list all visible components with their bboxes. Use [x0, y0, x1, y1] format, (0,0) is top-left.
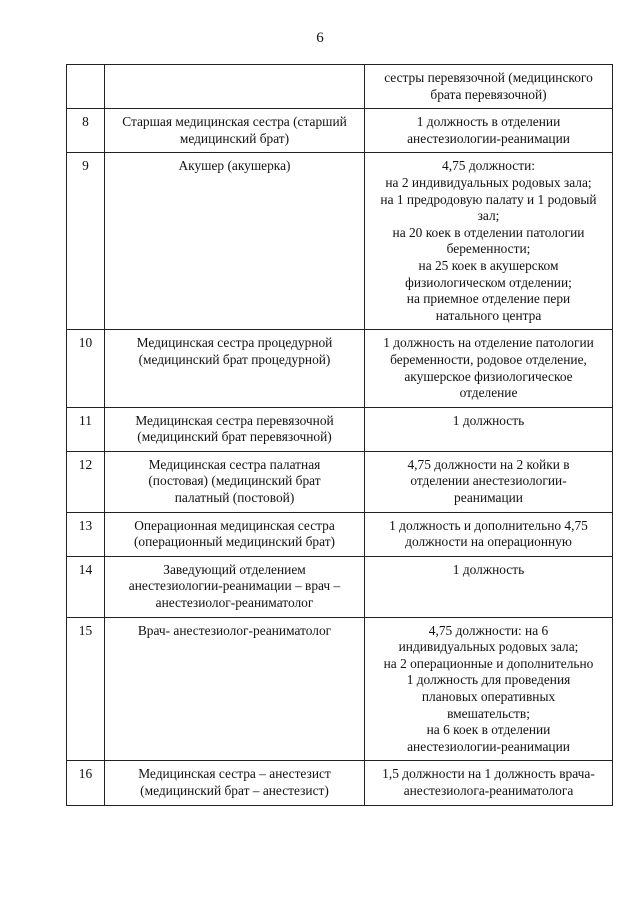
norm-text-line: беременности;	[446, 241, 531, 257]
norm-text-line: на 20 коек в отделении патологии	[392, 224, 585, 240]
table-row	[67, 65, 613, 109]
norm-text-line: акушерское физиологическое	[404, 368, 573, 384]
norm-text-line: 1 должность	[452, 561, 525, 577]
norm-text-line: должности на операционную	[405, 534, 572, 550]
norm-text-line: реанимации	[454, 490, 523, 506]
table-row	[67, 617, 613, 761]
norm-text-line: на 6 коек в отделении	[426, 722, 551, 738]
position-cell	[105, 407, 365, 451]
position-text-line: Медицинская сестра – анестезист	[138, 766, 331, 782]
norm-text-line: анестезиологии-реанимации	[407, 738, 570, 754]
norm-text-line: 4,75 должности на 2 койки в	[407, 456, 570, 472]
row-number: 15	[67, 617, 105, 761]
position-cell	[105, 556, 365, 617]
position-text-line: анестезиологии-реанимации – врач –	[128, 578, 341, 594]
norm-text-line: на 2 индивидуальных родовых зала;	[385, 174, 592, 190]
row-number: 11	[67, 407, 105, 451]
position-text-line: палатный (постовой)	[174, 490, 295, 506]
norm-text-line: 1,5 должности на 1 должность врача-	[382, 766, 595, 782]
norm-text-line: беременности, родовое отделение,	[390, 351, 587, 367]
norm-text-line: индивидуальных родовых зала;	[398, 639, 579, 655]
staffing-norm-cell	[365, 556, 613, 617]
norm-text-line: на 1 предродовую палату и 1 родовый	[380, 191, 597, 207]
position-cell	[105, 451, 365, 512]
position-cell	[105, 761, 365, 805]
staffing-norm-cell	[365, 451, 613, 512]
staffing-norm-cell	[365, 153, 613, 330]
row-number: 14	[67, 556, 105, 617]
position-text-line: Операционная медицинская сестра	[134, 517, 335, 533]
table-row	[67, 556, 613, 617]
table-row	[67, 330, 613, 407]
norm-text-line: 4,75 должности:	[442, 158, 535, 174]
table-row	[67, 407, 613, 451]
staffing-norm-cell	[365, 761, 613, 805]
position-text-line: Медицинская сестра процедурной	[136, 335, 333, 351]
position-text-line: Медицинская сестра перевязочной	[135, 412, 334, 428]
row-number: 13	[67, 512, 105, 556]
page-number: 6	[316, 30, 324, 46]
norm-text-line: сестры перевязочной (медицинского	[384, 70, 593, 85]
staffing-table	[66, 64, 613, 806]
row-number	[67, 65, 105, 109]
position-text-line: Заведующий отделением	[163, 561, 306, 577]
norm-text-line: 4,75 должности: на 6	[428, 622, 549, 638]
position-text-line: Акушер (акушерка)	[178, 158, 291, 174]
norm-text-line: на приемное отделение пери	[406, 291, 571, 307]
staffing-table-body	[67, 65, 613, 806]
position-text-line: анестезиолог-реаниматолог	[155, 595, 314, 611]
norm-text-line: отделение	[459, 385, 518, 401]
position-text-line: (медицинский брат перевязочной)	[137, 429, 332, 445]
position-text-line: Медицинская сестра палатная	[148, 456, 321, 472]
row-number: 12	[67, 451, 105, 512]
staffing-norm-cell	[365, 65, 613, 109]
norm-text-line: анестезиологии-реанимации	[407, 130, 570, 146]
table-row	[67, 451, 613, 512]
norm-text-line: зал;	[477, 208, 500, 224]
staffing-norm-cell	[365, 407, 613, 451]
row-number: 8	[67, 109, 105, 153]
staffing-norm-cell	[365, 512, 613, 556]
norm-text-line: 1 должность в отделении	[416, 114, 561, 130]
position-text-line: (медицинский брат процедурной)	[138, 351, 331, 367]
staffing-norm-cell	[365, 617, 613, 761]
position-cell	[105, 109, 365, 153]
position-text-line: (постовая) (медицинский брат	[148, 473, 321, 489]
table-row	[67, 512, 613, 556]
row-number: 10	[67, 330, 105, 407]
position-text-line: Старшая медицинская сестра (старший	[122, 114, 347, 130]
position-text-line	[109, 70, 360, 87]
norm-text-line: 1 должность	[452, 412, 525, 428]
position-text-line: (операционный медицинский брат)	[133, 534, 336, 550]
norm-text-line: на 2 операционные и дополнительно	[383, 655, 594, 671]
row-number: 16	[67, 761, 105, 805]
position-cell	[105, 330, 365, 407]
norm-text-line: плановых оперативных	[421, 689, 556, 704]
norm-text-line: отделении анестезиологии-	[410, 473, 567, 489]
norm-text-line: брата перевязочной)	[430, 86, 547, 102]
staffing-norm-cell	[365, 109, 613, 153]
position-cell	[105, 512, 365, 556]
position-cell	[105, 65, 365, 109]
position-cell	[105, 153, 365, 330]
table-row	[67, 153, 613, 330]
norm-text-line: на 25 коек в акушерском	[418, 257, 559, 273]
norm-text-line: 1 должность и дополнительно 4,75	[389, 517, 588, 533]
norm-text-line: натального центра	[435, 307, 542, 323]
position-text-line: медицинский брат)	[179, 130, 290, 146]
position-cell	[105, 617, 365, 761]
position-text-line: Врач- анестезиолог-реаниматолог	[137, 622, 332, 638]
table-row	[67, 761, 613, 805]
norm-text-line: 1 должность на отделение патологии	[383, 335, 594, 351]
norm-text-line: физиологическом отделении;	[405, 274, 572, 290]
norm-text-line: 1 должность для проведения	[406, 672, 571, 688]
table-row	[67, 109, 613, 153]
norm-text-line: вмешательств;	[447, 705, 530, 721]
norm-text-line: анестезиолога-реаниматолога	[403, 782, 574, 798]
staffing-norm-cell	[365, 330, 613, 407]
row-number: 9	[67, 153, 105, 330]
position-text-line: (медицинский брат – анестезист)	[140, 782, 329, 798]
